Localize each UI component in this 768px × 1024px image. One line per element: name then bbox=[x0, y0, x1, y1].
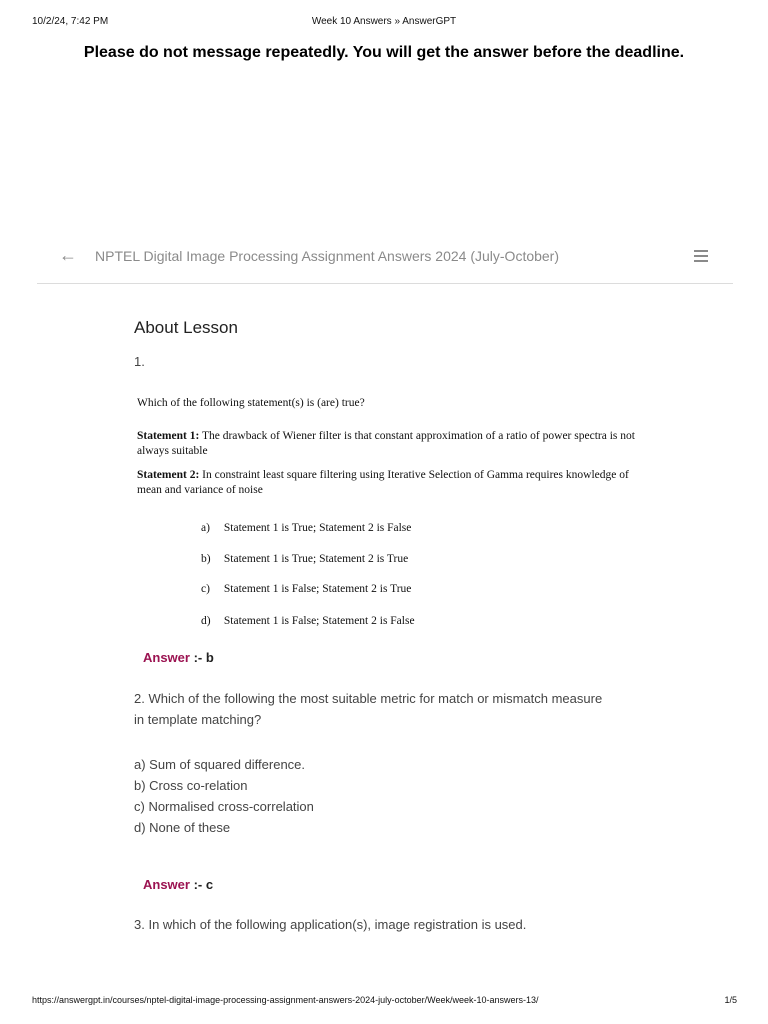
question-1-option: c) Statement 1 is False; Statement 2 is True bbox=[201, 583, 412, 595]
question-1-option: a) Statement 1 is True; Statement 2 is False bbox=[201, 522, 412, 534]
course-title-link[interactable]: NPTEL Digital Image Processing Assignment Answers 2024 (July-October) bbox=[95, 248, 560, 264]
question-1-option: b) Statement 1 is True; Statement 2 is True bbox=[201, 553, 409, 565]
question-2-text: 2. Which of the following the most suitable metric for match or mismatch measure in template matching? bbox=[134, 691, 603, 727]
answer-key: Answer bbox=[143, 877, 190, 892]
statement-2-label: Statement 2: bbox=[137, 469, 200, 481]
statement-2-text: In constraint least square filtering using Iterative Selection of Gamma requires knowledge of mean and variance of noise bbox=[137, 469, 629, 496]
statement-1-text: The drawback of Wiener filter is that constant approximation of a ratio of power spectra is not always suitable bbox=[137, 430, 635, 457]
answer-value: :- c bbox=[189, 877, 214, 892]
question-1-text: Which of the following statement(s) is (are) true? bbox=[137, 397, 365, 409]
question-3-text: 3. In which of the following application(s), image registration is used. bbox=[134, 917, 527, 932]
notice-banner: Please do not message repeatedly. You will get the answer before the deadline. bbox=[83, 44, 685, 61]
question-1-number: 1. bbox=[134, 354, 145, 369]
print-footer bbox=[0, 995, 768, 1009]
lesson-heading: About Lesson bbox=[134, 318, 238, 337]
menu-bar bbox=[694, 250, 708, 252]
print-url: https://answergpt.in/courses/nptel-digital-image-processing-assignment-answers-2024-july-october/Week/week-10-answers-13/ bbox=[32, 995, 539, 1005]
question-2-option: a) Sum of squared difference. bbox=[134, 757, 306, 772]
print-page-number: 1/5 bbox=[724, 995, 737, 1005]
question-1-answer bbox=[143, 650, 214, 665]
back-arrow-icon[interactable]: ← bbox=[59, 245, 77, 265]
print-datetime: 10/2/24, 7:42 PM bbox=[32, 16, 109, 27]
statement-2 bbox=[137, 468, 647, 498]
course-navbar bbox=[37, 236, 733, 284]
print-header bbox=[0, 16, 768, 30]
answer-value: :- b bbox=[189, 650, 214, 665]
question-2-option: b) Cross co-relation bbox=[134, 778, 248, 793]
question-1-option: d) Statement 1 is False; Statement 2 is False bbox=[201, 615, 415, 627]
question-2-answer bbox=[143, 877, 213, 892]
question-2-option: c) Normalised cross-correlation bbox=[134, 799, 314, 814]
hamburger-menu-icon[interactable] bbox=[691, 246, 713, 268]
menu-bar bbox=[694, 260, 708, 262]
question-2-options bbox=[134, 754, 314, 838]
question-2-option: d) None of these bbox=[134, 820, 231, 835]
statement-1-label: Statement 1: bbox=[137, 430, 200, 442]
menu-bar bbox=[694, 255, 708, 257]
statement-1 bbox=[137, 429, 647, 459]
answer-key: Answer bbox=[143, 650, 190, 665]
print-page-title: Week 10 Answers » AnswerGPT bbox=[311, 16, 457, 27]
